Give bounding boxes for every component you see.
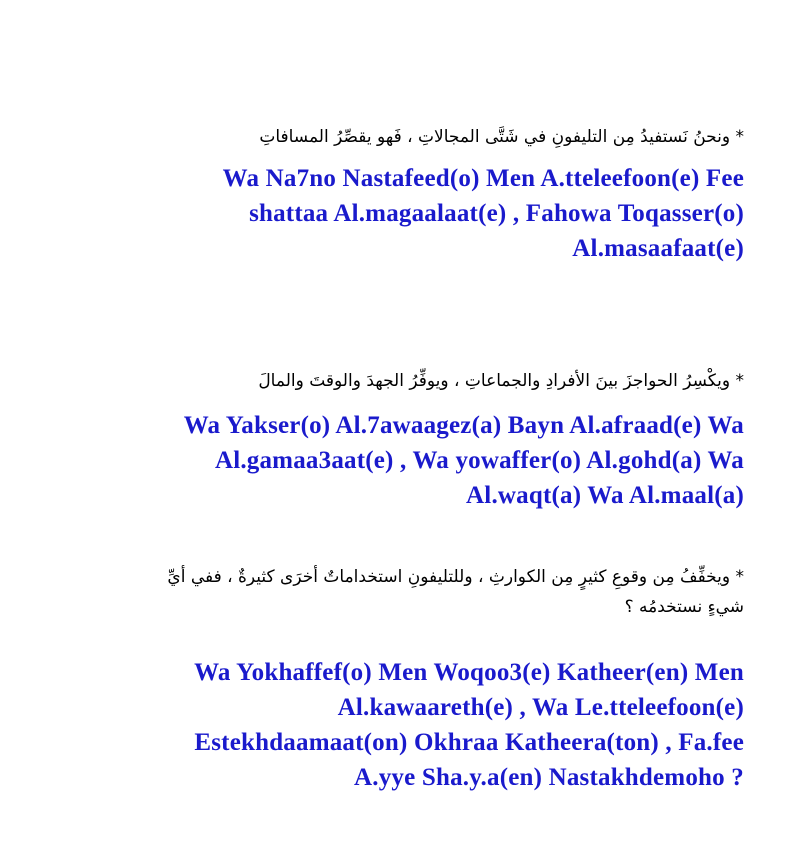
arabic-line: * ويخفِّفُ مِن وقوعِ كثيرٍ مِن الكوارثِ ، وللتليفونِ استخداماتٌ أخرَى كثيرةٌ ، ففي أيِّ [167,567,744,587]
transliteration-block-1 [64,161,744,266]
transliteration-block-3 [64,655,744,795]
transliteration-line: Al.masaafaat(e) [572,235,744,262]
arabic-line: شيءٍ نستخدمُه ؟ [624,597,744,617]
arabic-sentence-2: * ويكْسِرُ الحواجزَ بينَ الأفرادِ والجماعاتِ ، ويوفِّرُ الجهدَ والوقتَ والمالَ [258,371,744,391]
transliteration-line: Al.waqt(a) Wa Al.maal(a) [466,482,744,509]
arabic-sentence-1: * ونحنُ نَستفيدُ مِن التليفونِ في شَتَّى المجالاتِ ، فَهو يقصِّرُ المسافاتِ [259,127,744,147]
transliteration-line: Estekhdaamaat(on) Okhraa Katheera(ton) , Fa.fee [194,729,744,756]
transliteration-block-2 [64,408,744,513]
transliteration-line: shattaa Al.magaalaat(e) , Fahowa Toqasser(o) [249,200,744,227]
transliteration-line: A.yye Sha.y.a(en) Nastakhdemoho ? [354,764,744,791]
transliteration-line: Wa Yakser(o) Al.7awaagez(a) Bayn Al.afraad(e) Wa [183,412,744,439]
arabic-sentence-3 [44,562,744,622]
transliteration-line: Wa Yokhaffef(o) Men Woqoo3(e) Katheer(en) Men [194,659,744,686]
transliteration-line: Wa Na7no Nastafeed(o) Men A.tteleefoon(e) Fee [222,165,744,192]
transliteration-line: Al.gamaa3aat(e) , Wa yowaffer(o) Al.gohd(a) Wa [214,447,744,474]
transliteration-line: Al.kawaareth(e) , Wa Le.tteleefoon(e) [337,694,744,721]
